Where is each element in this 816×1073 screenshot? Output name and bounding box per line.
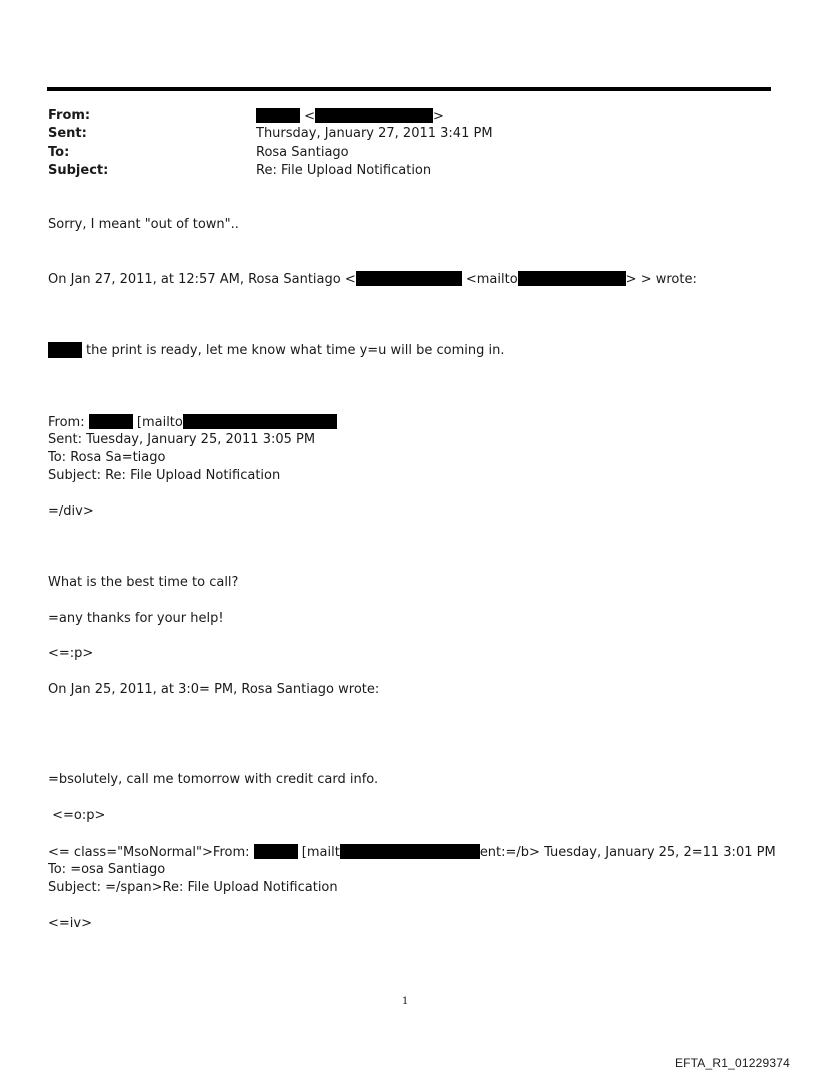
fwd-subject-line: Subject: Re: File Upload Notification <box>48 468 281 483</box>
mso-from-line <box>48 844 776 861</box>
to-label: To: <box>48 145 70 160</box>
op-tag-line: <=o:p> <box>48 808 106 823</box>
mso-end: ent:=/b> Tuesday, January 25, 2=11 3:01 PM <box>479 845 776 860</box>
absolutely-line: =bsolutely, call me tomorrow with credit card info. <box>48 772 379 787</box>
fwd-from-label: From: <box>48 415 85 430</box>
mso-mailto: [mailt <box>301 845 340 860</box>
subject-label: Subject: <box>48 163 109 178</box>
best-time-line: What is the best time to call? <box>48 575 239 590</box>
div-tag-line: =/div> <box>48 504 94 519</box>
header-rule <box>47 87 771 91</box>
reply-line: Sorry, I meant "out of town".. <box>48 217 239 232</box>
quote1-line <box>48 271 697 288</box>
redaction-box <box>340 844 480 859</box>
subject-value: Re: File Upload Notification <box>256 163 432 178</box>
from-gt: > <box>433 109 444 124</box>
to-value: Rosa Santiago <box>256 145 349 160</box>
redaction-box <box>89 414 133 429</box>
quote1-start: On Jan 27, 2011, at 12:57 AM, Rosa Santiago < <box>48 272 356 287</box>
redaction-box <box>356 271 462 286</box>
fwd-sent-line: Sent: Tuesday, January 25, 2011 3:05 PM <box>48 432 316 447</box>
redaction-box <box>315 108 433 123</box>
redaction-box <box>256 108 300 123</box>
from-lt: < <box>304 109 316 124</box>
mso-start: <= class="MsoNormal">From: <box>48 845 250 860</box>
sent-value: Thursday, January 27, 2011 3:41 PM <box>256 126 493 141</box>
print-ready-line: the print is ready, let me know what time y=u will be coming in. <box>86 343 505 358</box>
redaction-box <box>254 844 298 859</box>
thanks-line: =any thanks for your help! <box>48 611 224 626</box>
quote1-end: > > wrote: <box>625 272 697 287</box>
redaction-box <box>183 414 337 429</box>
quote1-mailto: <mailto <box>465 272 518 287</box>
iv-tag-line: <=iv> <box>48 916 92 931</box>
from-value <box>256 108 444 125</box>
fwd-from-line <box>48 414 337 431</box>
mso-to-line: To: =osa Santiago <box>48 862 166 877</box>
page-number: 1 <box>402 996 409 1007</box>
redaction-box <box>518 271 626 286</box>
fwd-to-line: To: Rosa Sa=tiago <box>48 450 166 465</box>
quote2-line: On Jan 25, 2011, at 3:0= PM, Rosa Santiago wrote: <box>48 682 380 697</box>
fwd-mailto: [mailto <box>136 415 183 430</box>
redaction-box <box>48 342 82 358</box>
from-label: From: <box>48 108 91 123</box>
mso-subject-line: Subject: =/span>Re: File Upload Notification <box>48 880 338 895</box>
p-tag-line: <=:p> <box>48 646 94 661</box>
sent-label: Sent: <box>48 126 87 141</box>
bates-number: EFTA_R1_01229374 <box>674 1056 790 1070</box>
